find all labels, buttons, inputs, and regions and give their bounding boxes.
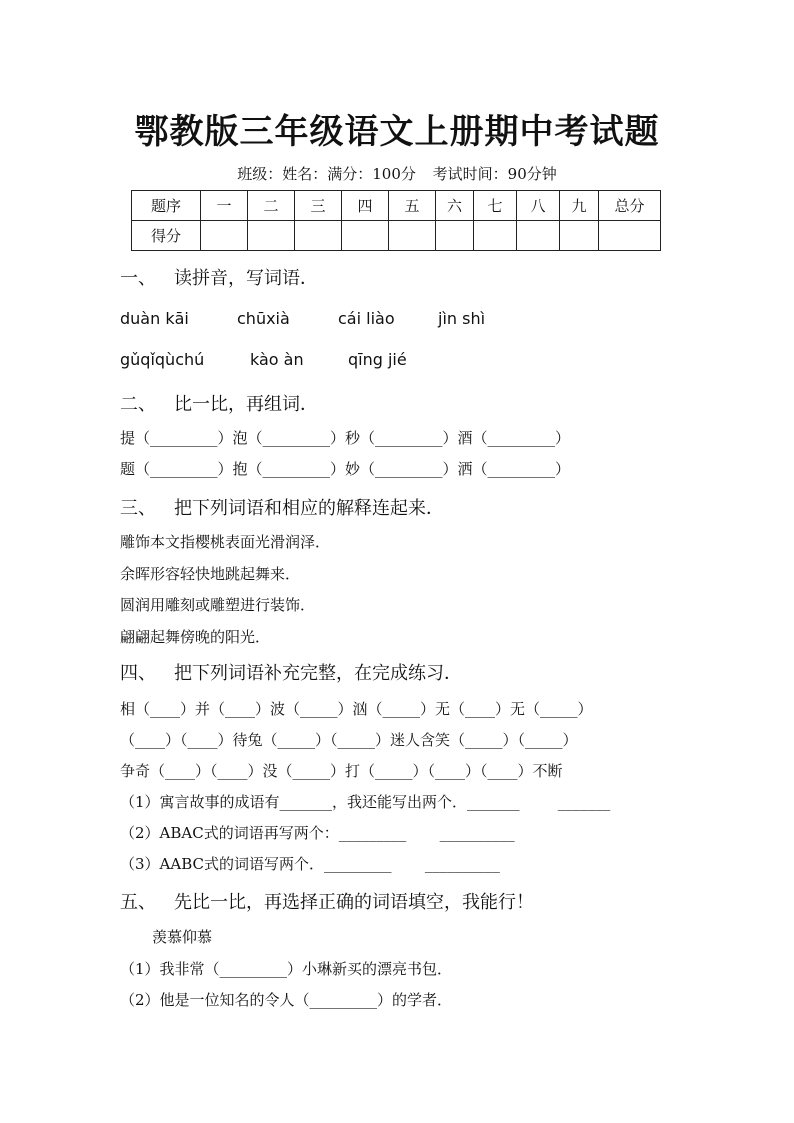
section-title: 把下列词语和相应的解释连起来． [174, 498, 444, 519]
score-header-cell: 总分 [599, 191, 661, 221]
score-cell [599, 221, 661, 251]
pinyin-item: gǔqǐqùchú [120, 350, 205, 369]
exam-title: 鄂教版三年级语文上册期中考试题 [134, 112, 660, 152]
section-3-heading [120, 494, 444, 520]
section-2-heading [120, 390, 318, 416]
section-1-heading [120, 264, 318, 290]
section-title: 先比一比，再选择正确的词语填空，我能行！ [174, 892, 534, 913]
score-header-cell: 四 [342, 191, 389, 221]
exam-subtitle [0, 163, 794, 184]
score-cell [474, 221, 517, 251]
pinyin-item: duàn kāi [120, 309, 189, 328]
score-cell [201, 221, 248, 251]
exam-time: 考试时间：90分钟 [432, 165, 557, 183]
class-name-score-info: 班级：姓名：满分：100分 [237, 165, 416, 183]
section-number: 二、 [120, 394, 156, 415]
score-header-cell: 六 [436, 191, 474, 221]
score-cell [342, 221, 389, 251]
score-row-label: 得分 [132, 221, 201, 251]
section-title: 把下列词语补充完整，在完成练习． [174, 663, 462, 684]
score-header-cell: 二 [248, 191, 295, 221]
score-header-cell: 七 [474, 191, 517, 221]
score-cell [389, 221, 436, 251]
pinyin-item: kào àn [250, 350, 304, 369]
pinyin-item: qīng jié [348, 350, 407, 369]
score-cell [517, 221, 560, 251]
section-5-heading [120, 888, 534, 914]
complete-line: （____）（____）待兔（_____）（_____）迷人含笑（_____）（_____） [120, 731, 578, 749]
section-number: 一、 [120, 268, 156, 289]
section-number: 四、 [120, 663, 156, 684]
section-title: 读拼音，写词语． [174, 268, 318, 289]
match-line: 余晖形容轻快地跳起舞来． [120, 565, 301, 583]
pinyin-item: cái liào [338, 309, 395, 328]
score-header-cell: 五 [389, 191, 436, 221]
score-cell [248, 221, 295, 251]
choice-words: 羡慕仰慕 [152, 928, 213, 946]
choice-line: （2）他是一位知名的令人（_________）的学者． [120, 991, 453, 1009]
score-header-cell: 八 [517, 191, 560, 221]
complete-line: 争奇（____）（____）没（_____）打（_____）（____）（____）不断 [120, 762, 563, 780]
compare-line: 题（_________）抱（_________）妙（_________）洒（_________） [120, 460, 571, 478]
score-cell [436, 221, 474, 251]
score-header-cell: 九 [560, 191, 599, 221]
compare-line: 提（_________）泡（_________）秒（_________）酒（_________） [120, 429, 571, 447]
pinyin-item: jìn shì [438, 309, 486, 328]
score-table-header-row [132, 191, 661, 221]
score-header-cell: 三 [295, 191, 342, 221]
match-line: 雕饰本文指樱桃表面光滑润泽． [120, 533, 331, 551]
section-number: 三、 [120, 498, 156, 519]
match-line: 翩翩起舞傍晚的阳光． [120, 628, 271, 646]
score-header-cell: 题序 [132, 191, 201, 221]
choice-line: （1）我非常（_________）小琳新买的漂亮书包． [120, 960, 453, 978]
section-number: 五、 [120, 892, 156, 913]
section-4-heading [120, 659, 462, 685]
complete-line: （3）AABC式的词语写两个．_________ __________ [120, 855, 500, 873]
complete-line: （2）ABAC式的词语再写两个：_________ __________ [120, 824, 515, 842]
score-table-score-row [132, 221, 661, 251]
complete-line: （1）寓言故事的成语有_______，我还能写出两个．_______ _______ [120, 793, 611, 811]
complete-line: 相（____）并（____）波（_____）汹（_____）无（____）无（_____） [120, 700, 593, 718]
section-title: 比一比，再组词． [174, 394, 318, 415]
score-cell [560, 221, 599, 251]
pinyin-item: chūxià [237, 309, 290, 328]
score-header-cell: 一 [201, 191, 248, 221]
score-cell [295, 221, 342, 251]
match-line: 圆润用雕刻或雕塑进行装饰． [120, 596, 316, 614]
score-table [131, 190, 661, 251]
